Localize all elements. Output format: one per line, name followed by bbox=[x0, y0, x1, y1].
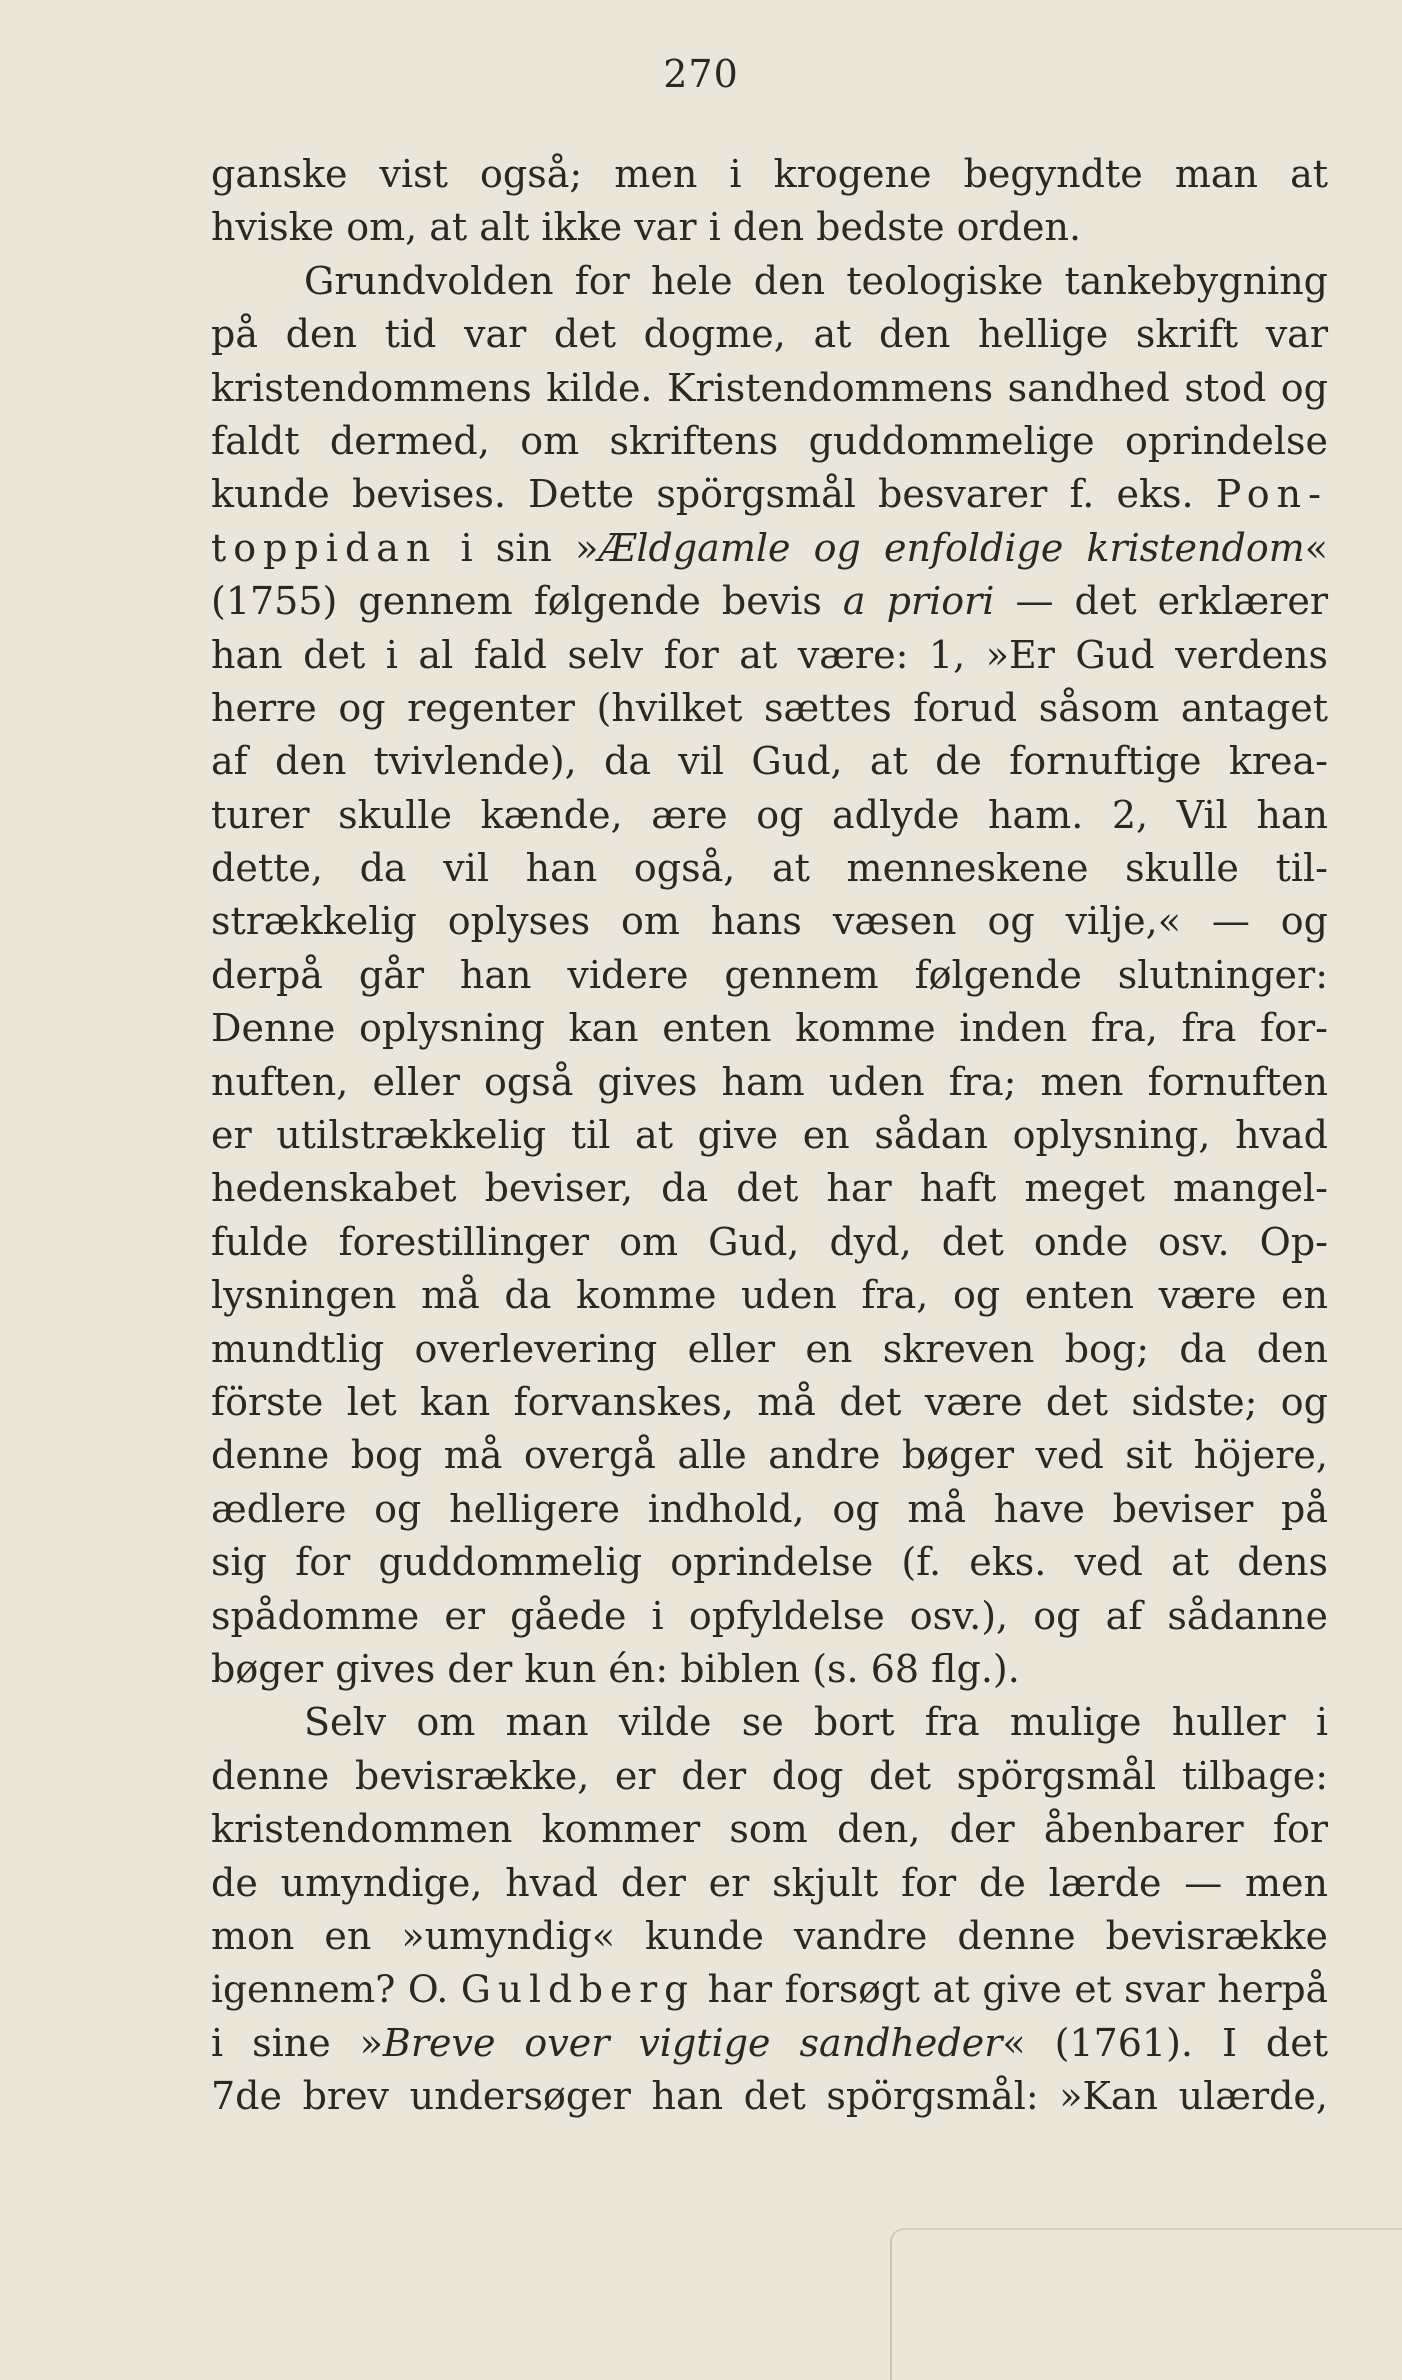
text-line bbox=[211, 468, 1328, 521]
text-line bbox=[211, 949, 1328, 1002]
spaced-name: Guldberg bbox=[460, 1967, 696, 2012]
text-line bbox=[211, 1376, 1328, 1429]
text-line bbox=[211, 895, 1328, 948]
text-segment: denne bog må overgå alle andre bøger ved sit höjere, bbox=[211, 1433, 1328, 1478]
text-segment: Denne oplysning kan enten komme inden fra, fra for- bbox=[211, 1006, 1328, 1051]
text-line bbox=[211, 148, 1328, 201]
text-line bbox=[211, 1323, 1328, 1376]
text-segment: kunde bevises. Dette spörgsmål besvarer f. eks. bbox=[211, 472, 1216, 517]
text-line bbox=[211, 1696, 1328, 1749]
body-text bbox=[211, 148, 1328, 2123]
text-line bbox=[211, 1429, 1328, 1482]
text-segment: kristendommen kommer som den, der åbenbarer for bbox=[211, 1807, 1328, 1852]
spaced-name: toppidan bbox=[211, 525, 438, 570]
text-line bbox=[211, 682, 1328, 735]
italic-title: a priori bbox=[842, 579, 995, 624]
text-line bbox=[211, 308, 1328, 361]
text-line bbox=[211, 1643, 1328, 1696]
text-segment: sig for guddommelig oprindelse (f. eks. ved at dens bbox=[211, 1540, 1328, 1585]
text-line bbox=[211, 575, 1328, 628]
text-line bbox=[211, 629, 1328, 682]
text-segment: ædlere og helligere indhold, og må have beviser på bbox=[211, 1486, 1328, 1531]
text-segment: mon en »umyndig« kunde vandre denne bevisrække bbox=[211, 1913, 1328, 1958]
text-line bbox=[211, 789, 1328, 842]
text-segment: strækkelig oplyses om hans væsen og vilje,« — og bbox=[211, 899, 1328, 944]
text-segment: derpå går han videre gennem følgende slutninger: bbox=[211, 952, 1328, 997]
text-line bbox=[211, 2017, 1328, 2070]
text-line bbox=[211, 415, 1328, 468]
text-segment: Selv om man vilde se bort fra mulige huller i bbox=[304, 1700, 1328, 1745]
text-segment: herre og regenter (hvilket sættes forud såsom antaget bbox=[211, 685, 1328, 730]
text-line bbox=[211, 1963, 1328, 2016]
text-segment: turer skulle kænde, ære og adlyde ham. 2, Vil han bbox=[211, 792, 1328, 837]
text-segment: af den tvivlende), da vil Gud, at de fornuftige krea- bbox=[211, 739, 1328, 784]
text-segment: hviske om, at alt ikke var i den bedste orden. bbox=[211, 205, 1082, 250]
text-segment: er utilstrækkelig til at give en sådan oplysning, hvad bbox=[211, 1113, 1328, 1158]
page-edge-mark bbox=[890, 2228, 1402, 2380]
text-segment: förste let kan forvanskes, må det være det sidste; og bbox=[211, 1379, 1328, 1424]
text-segment: nuften, eller også gives ham uden fra; men fornuften bbox=[211, 1059, 1328, 1104]
text-segment: på den tid var det dogme, at den hellige skrift var bbox=[211, 312, 1328, 357]
text-segment: « bbox=[1304, 525, 1328, 570]
text-segment: lysningen må da komme uden fra, og enten være en bbox=[211, 1273, 1328, 1318]
text-line bbox=[211, 362, 1328, 415]
text-line bbox=[211, 2070, 1328, 2123]
text-segment: igennem? O. bbox=[211, 1967, 461, 2012]
text-segment: ganske vist også; men i krogene begyndte man at bbox=[211, 152, 1328, 196]
italic-title: Breve over vigtige sandheder bbox=[382, 2020, 1003, 2065]
text-segment: — det erklærer bbox=[994, 579, 1328, 624]
text-line bbox=[211, 1750, 1328, 1803]
page-number: 270 bbox=[663, 52, 739, 96]
text-segment: faldt dermed, om skriftens guddommelige oprindelse bbox=[211, 418, 1328, 463]
text-line bbox=[211, 1590, 1328, 1643]
text-segment: « (1761). I det bbox=[1002, 2020, 1328, 2065]
text-line bbox=[211, 201, 1328, 254]
text-line bbox=[211, 1056, 1328, 1109]
text-segment: bøger gives der kun én: biblen (s. 68 flg.). bbox=[211, 1646, 1020, 1691]
text-line bbox=[211, 1002, 1328, 1055]
text-segment: kristendommens kilde. Kristendommens sandhed stod og bbox=[211, 365, 1328, 410]
text-line bbox=[211, 1162, 1328, 1215]
text-segment: spådomme er gåede i opfyldelse osv.), og af sådanne bbox=[211, 1593, 1328, 1638]
text-line bbox=[211, 842, 1328, 895]
text-line bbox=[211, 1857, 1328, 1910]
text-segment: har forsøgt at give et svar herpå bbox=[695, 1967, 1328, 2012]
text-segment: de umyndige, hvad der er skjult for de lærde — men bbox=[211, 1860, 1328, 1905]
text-segment: denne bevisrække, er der dog det spörgsmål tilbage: bbox=[211, 1753, 1328, 1798]
text-line bbox=[211, 1269, 1328, 1322]
text-line bbox=[211, 255, 1328, 308]
text-line bbox=[211, 735, 1328, 788]
spaced-name: Pon- bbox=[1215, 472, 1328, 517]
text-line bbox=[211, 1483, 1328, 1536]
text-segment: fulde forestillinger om Gud, dyd, det onde osv. Op- bbox=[211, 1219, 1328, 1264]
text-segment: hedenskabet beviser, da det har haft meget mangel- bbox=[211, 1166, 1328, 1211]
text-segment: dette, da vil han også, at menneskene skulle til- bbox=[211, 846, 1328, 891]
text-line bbox=[211, 1216, 1328, 1269]
text-line bbox=[211, 1910, 1328, 1963]
text-segment: i sine » bbox=[211, 2020, 383, 2065]
text-line bbox=[211, 1536, 1328, 1589]
text-segment: 7de brev undersøger han det spörgsmål: »Kan ulærde, bbox=[211, 2074, 1328, 2119]
text-segment: Grundvolden for hele den teologiske tankebygning bbox=[304, 258, 1328, 303]
text-line bbox=[211, 522, 1328, 575]
text-segment: han det i al fald selv for at være: 1, »Er Gud verdens bbox=[211, 632, 1328, 677]
text-line bbox=[211, 1803, 1328, 1856]
text-segment: i sin » bbox=[437, 525, 599, 570]
text-segment: mundtlig overlevering eller en skreven bog; da den bbox=[211, 1326, 1328, 1371]
text-line bbox=[211, 1109, 1328, 1162]
text-segment: (1755) gennem følgende bevis bbox=[211, 579, 843, 624]
italic-title: Ældgamle og enfoldige kristendom bbox=[598, 525, 1305, 570]
